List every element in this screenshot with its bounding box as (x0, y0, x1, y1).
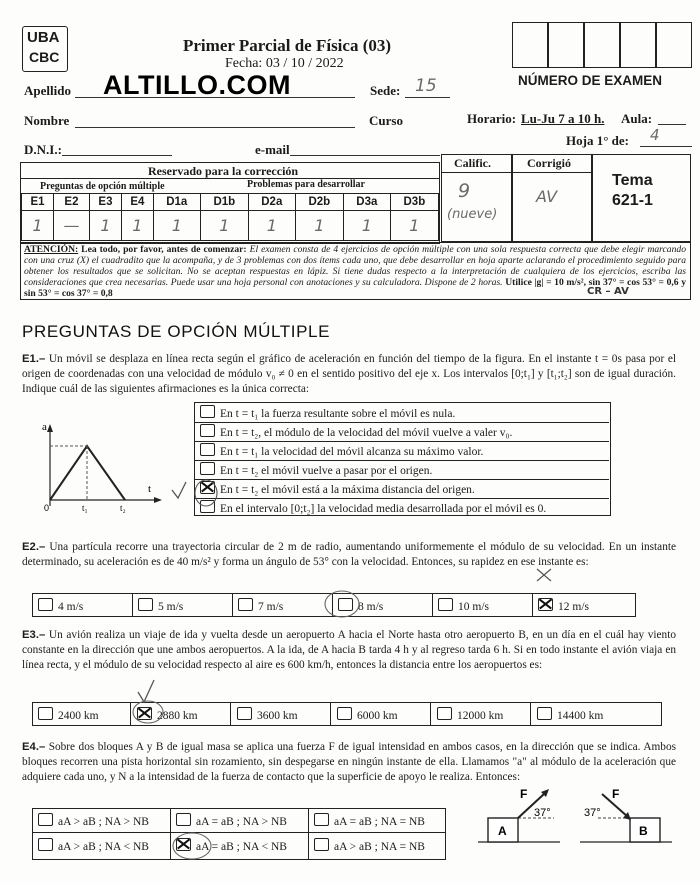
e3-option[interactable] (437, 707, 503, 722)
hoja-line[interactable] (640, 146, 692, 147)
block-label-a: A (498, 824, 507, 838)
checkbox[interactable] (200, 405, 215, 418)
e4-figure (472, 786, 677, 846)
e3-statement (22, 628, 676, 673)
e2-text: Una partícula recorre una trayectoria circular de 2 m de radio, aumentando uniformemente el módulo de su velocidad. En un instante determinado, su aceleración es de 40 m/s² y forma un ángulo de 53° con la velocidad. Entonces, su rapidez en ese instante es: (22, 541, 676, 568)
checkbox[interactable] (438, 598, 453, 611)
e1-option-text: En t = t₂, el módulo de la velocidad del móvil vuelve a valer v₀. (220, 427, 513, 439)
mc-header: Preguntas de opción múltiple (40, 181, 165, 192)
e3-option-text: 3600 km (257, 710, 298, 722)
e2-option[interactable] (38, 598, 83, 613)
notice-body: El examen consta de 4 ejercicios de opción múltiple con una sola respuesta correcta que debe elegir marcando con una cruz (X) el cuadradito que la acompaña, y de 3 problemas con dos ítems cada uno, que debe desarrollar en hoja aparte aclarando el procedimiento seguido para obtener los resultados que se solicitan. No se aceptan respuestas en lápiz. Si tiene dudas respecto a la interpretación de cualquiera de los ejercicios, escriba las consideraciones que crea necesarias. Puede usar una hoja personal con anotaciones y su calculadora. Dispone de 2 horas. (24, 244, 686, 288)
e1-option-text: En el intervalo [0;t₂] la velocidad media desarrollada por el móvil es 0. (220, 503, 547, 515)
e1-row-divider (195, 479, 609, 480)
calif-label: Calific. (454, 156, 491, 170)
checkbox[interactable] (38, 598, 53, 611)
curso-label: Curso (369, 113, 403, 128)
checkbox[interactable] (38, 813, 53, 826)
apellido-label: Apellido (24, 83, 71, 98)
uba-text: UBA (27, 29, 60, 46)
exam-date: Fecha: 03 / 10 / 2022 (225, 56, 344, 71)
checkbox[interactable] (337, 707, 352, 720)
e2-col-divider (232, 594, 233, 616)
watermark: ALTILLO.COM (103, 70, 291, 100)
corrigio-value: AV (536, 187, 558, 206)
mark-d3b: 1 (390, 211, 438, 241)
e4-text: Sobre dos bloques A y B de igual masa se aplica una fuerza F de igual intensidad en ambos casos, en la dirección que se indica. Ambos bloques recorren una pista horizontal sin rozamiento, sin despegarse en ningún instante de ella. Llamamos "a" al módulo de la aceleración que adquiere cada uno, y N a la intensidad de la fuerza de contacto que la superficie de apoyo le realiza. Entonces: (22, 741, 676, 783)
e4-option[interactable] (176, 813, 287, 828)
e1-row-divider (195, 422, 609, 423)
hoja-value: 4 (650, 126, 660, 144)
col-d3a: D3a (343, 194, 390, 211)
sede-label: Sede: (370, 83, 401, 98)
grading-divider (21, 178, 439, 179)
mark-d1a: 1 (153, 211, 200, 241)
mark-d2a: 1 (248, 211, 295, 241)
e3-option[interactable] (237, 707, 298, 722)
reserved-label: Reservado para la corrección (148, 164, 299, 178)
angle-label-b: 37° (584, 807, 601, 819)
e4-label: E4.– (22, 741, 46, 753)
e3-option-text: 2880 km (157, 710, 198, 722)
calif-note: (nueve) (447, 207, 498, 222)
e1-row-divider (195, 460, 609, 461)
e4-option[interactable] (314, 813, 425, 828)
checkbox[interactable] (437, 707, 452, 720)
checkbox-checked[interactable] (538, 598, 553, 611)
e4-option[interactable] (38, 838, 149, 853)
e1-option[interactable] (200, 443, 483, 458)
e2-col-divider (432, 594, 433, 616)
e2-statement (22, 540, 676, 570)
aula-line[interactable] (658, 124, 686, 125)
checkbox[interactable] (314, 838, 329, 851)
e2-option-text: 12 m/s (558, 601, 589, 613)
e1-option[interactable] (200, 424, 512, 439)
nombre-line[interactable] (75, 127, 355, 128)
apellido-line[interactable] (75, 97, 355, 98)
e3-col-divider (330, 703, 331, 725)
col-d1a: D1a (153, 194, 200, 211)
email-label: e-mail (255, 142, 290, 157)
e3-option-text: 2400 km (58, 710, 99, 722)
notice-heading: ATENCIÓN: (24, 244, 79, 255)
e2-option-text: 4 m/s (58, 601, 84, 613)
col-e1: E1 (22, 194, 54, 211)
e4-option-text: aA > aB ; NA < NB (58, 841, 149, 853)
e4-option-text: aA > aB ; NA > NB (58, 816, 149, 828)
e3-option[interactable] (38, 707, 99, 722)
calif-divider (442, 172, 512, 173)
graph-origin: 0 (44, 503, 50, 513)
e1-option-text: En t = t₁ la velocidad del móvil alcanza su máximo valor. (220, 446, 484, 458)
angle-label-a: 37° (534, 807, 551, 819)
e4-option-text: aA > aB ; NA = NB (334, 841, 425, 853)
section-title: PREGUNTAS DE OPCIÓN MÚLTIPLE (22, 322, 331, 341)
e1-option-text: En t = t₂ el móvil está a la máxima distancia del origen. (220, 484, 475, 496)
correct-check-icon (124, 676, 174, 724)
e2-option-text: 5 m/s (158, 601, 184, 613)
prob-header: Problemas para desarrollar (247, 179, 365, 190)
e4-col-divider (308, 809, 309, 859)
mark-e1: 1 (22, 211, 54, 241)
cbc-text: CBC (29, 49, 60, 65)
force-label-b: F (612, 787, 620, 801)
col-e3: E3 (89, 194, 121, 211)
checkbox[interactable] (200, 443, 215, 456)
e3-label: E3.– (22, 629, 46, 641)
exam-number-label: NÚMERO DE EXAMEN (518, 73, 663, 88)
e2-option[interactable] (238, 598, 283, 613)
e4-option-text: aA = aB ; NA > NB (196, 816, 287, 828)
col-d3b: D3b (390, 194, 438, 211)
e4-row-divider (33, 832, 445, 833)
block-label-b: B (639, 824, 648, 838)
e1-option[interactable] (200, 462, 432, 477)
graph-t1: t₁ (82, 503, 88, 513)
force-label-a: F (520, 787, 528, 801)
mark-d2b: 1 (295, 211, 343, 241)
e3-text: Un avión realiza un viaje de ida y vuelta desde un aeropuerto A hacia el Norte hasta otro aeropuerto B, en un día en el cuál hay viento constante en la dirección que une ambos aeropuertos. A la ida, de A hacia B tarda 4 h y al regreso tarda 6 h. Si en todo instante el avión viaja en línea recta, y el módulo de su velocidad respecto al aire es 600 km/h, entonces la distancia entre los aeropuertos es: (22, 629, 676, 671)
graph-y-label: a (42, 421, 47, 433)
e3-col-divider (430, 703, 431, 725)
correction-circle-icon (170, 830, 216, 862)
e1-label: E1.– (22, 353, 46, 365)
exam-number-boxes (512, 22, 692, 68)
correct-check-icon (168, 476, 218, 512)
mark-e4: 1 (121, 211, 153, 241)
e2-col-divider (532, 594, 533, 616)
exam-title: Primer Parcial de Física (03) (183, 36, 392, 55)
e2-option-text: 10 m/s (458, 601, 489, 613)
e1-row-divider (195, 441, 609, 442)
e2-label: E2.– (22, 541, 46, 553)
sede-value: 15 (415, 76, 437, 96)
e2-option[interactable] (438, 598, 489, 613)
col-e4: E4 (121, 194, 153, 211)
checkbox[interactable] (238, 598, 253, 611)
grading-grid (21, 193, 439, 241)
horario-value: Lu-Ju 7 a 10 h. (521, 111, 605, 126)
e4-option[interactable] (38, 813, 149, 828)
e4-option[interactable] (314, 838, 425, 853)
e3-option-text: 14400 km (557, 710, 604, 722)
checkbox[interactable] (537, 707, 552, 720)
calif-value: 9 (458, 180, 471, 202)
e1-option-text: En t = t₂ el móvil vuelve a pasar por el origen. (220, 465, 433, 477)
e4-statement (22, 740, 676, 785)
e4-option-text: aA = aB ; NA = NB (334, 816, 425, 828)
e3-option-text: 12000 km (457, 710, 504, 722)
col-e2: E2 (53, 194, 89, 211)
e3-option[interactable] (337, 707, 398, 722)
corrigio-label: Corrigió (527, 156, 571, 170)
mark-e2: — (53, 211, 89, 241)
e1-option[interactable] (200, 405, 455, 420)
checkbox[interactable] (237, 707, 252, 720)
e2-option[interactable] (538, 598, 589, 613)
e1-option[interactable] (200, 500, 546, 515)
tema-label: Tema (612, 172, 653, 189)
mark-d3a: 1 (343, 211, 390, 241)
graph-x-label: t (148, 483, 152, 495)
dni-line[interactable] (62, 155, 172, 156)
mark-d1b: 1 (200, 211, 248, 241)
col-d2b: D2b (295, 194, 343, 211)
e1-row-divider (195, 498, 609, 499)
dni-label: D.N.I.: (24, 142, 62, 157)
sede-line[interactable] (405, 97, 450, 98)
e2-col-divider (132, 594, 133, 616)
checkbox[interactable] (38, 838, 53, 851)
hoja-label: Hoja 1° de: (566, 133, 629, 148)
nombre-label: Nombre (24, 113, 70, 128)
email-line[interactable] (290, 155, 440, 156)
e1-text: Un móvil se desplaza en línea recta según el gráfico de aceleración en función del tiempo de la figura. En el instante t = 0s pasa por el origen de coordenadas con una velocidad de módulo v₀ ≠ 0 en el sentido positivo del eje x. Los intervalos [0;t₁] y [t₁;t₂] son de igual duración. Indique cuál de las siguientes afirmaciones es la única correcta: (22, 353, 676, 395)
e2-option-text: 7 m/s (258, 601, 284, 613)
checkbox[interactable] (176, 813, 191, 826)
e3-option-text: 6000 km (357, 710, 398, 722)
e1-graph (30, 418, 165, 514)
e1-statement (22, 352, 676, 397)
checkbox[interactable] (138, 598, 153, 611)
graph-t2: t₂ (120, 503, 126, 513)
wrong-cross-icon (535, 567, 553, 583)
correction-circle-icon (322, 588, 362, 620)
e4-option-text: aA = aB ; NA < NB (196, 841, 287, 853)
notice-initials: CR – AV (587, 286, 629, 297)
e2-option[interactable] (138, 598, 183, 613)
checkbox[interactable] (38, 707, 53, 720)
e1-option-text: En t = t₁ la fuerza resultante sobre el móvil es nula. (220, 408, 456, 420)
checkbox[interactable] (200, 462, 215, 475)
col-d2a: D2a (248, 194, 295, 211)
aula-label: Aula: (621, 111, 653, 126)
checkbox[interactable] (314, 813, 329, 826)
tema-value: 621-1 (612, 192, 653, 209)
e3-col-divider (530, 703, 531, 725)
e3-option[interactable] (537, 707, 603, 722)
col-d1b: D1b (200, 194, 248, 211)
e3-col-divider (230, 703, 231, 725)
mark-e3: 1 (89, 211, 121, 241)
checkbox[interactable] (200, 424, 215, 437)
e1-option[interactable] (200, 481, 475, 496)
notice-constants: Utilice |g| = 10 m/s², sin 37° = cos 53° = 0,6 y sin 53° = cos 37° = 0,8 (24, 277, 687, 299)
notice-lead: Lea todo, por favor, antes de comenzar: (78, 244, 250, 255)
horario-label: Horario: (467, 111, 517, 126)
e2-option-text: 8 m/s (358, 601, 384, 613)
corrigio-divider (512, 172, 592, 173)
